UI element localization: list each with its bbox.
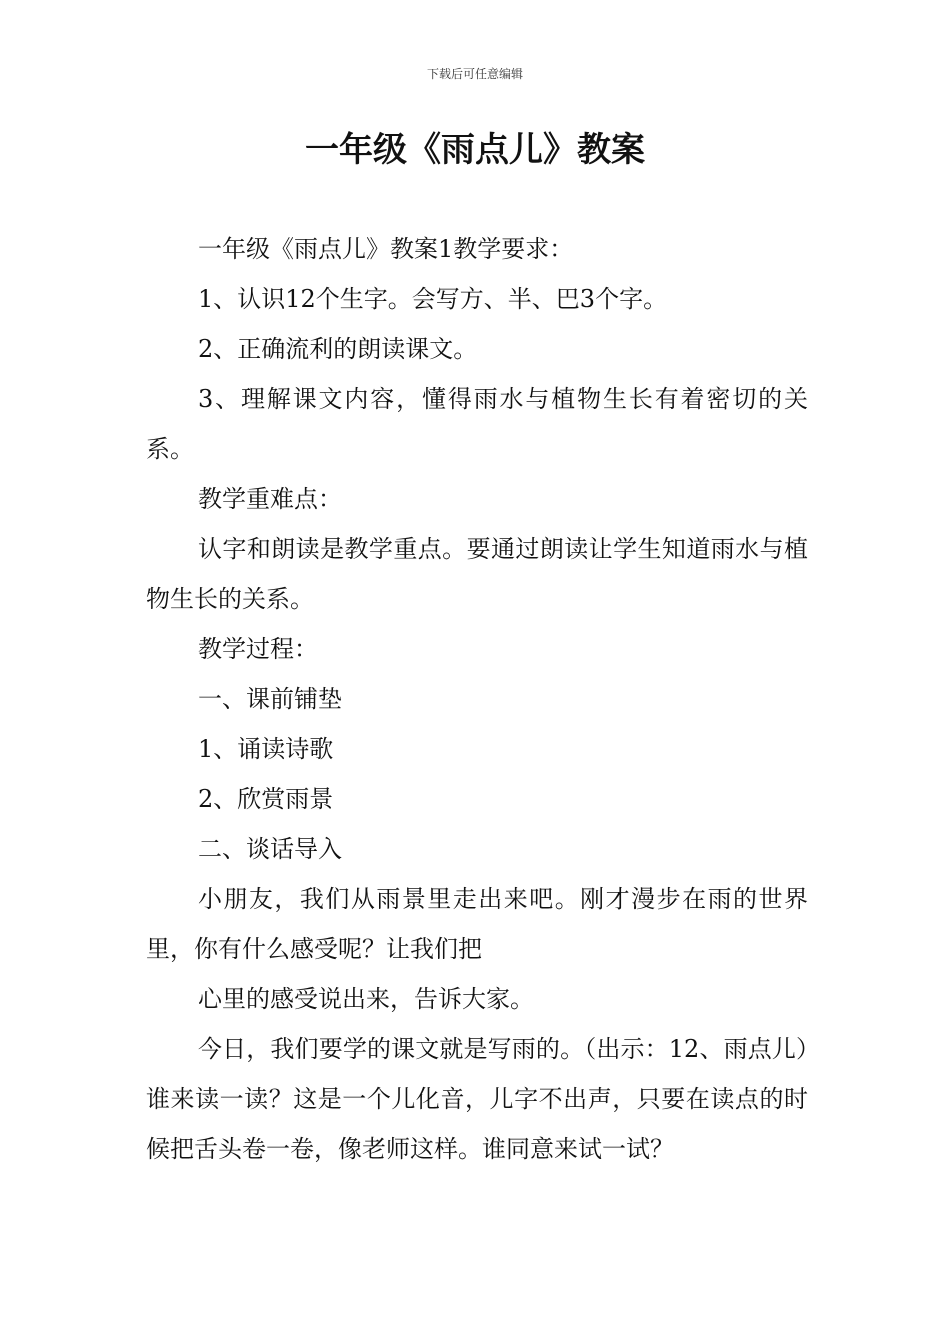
- page-header-note: 下载后可任意编辑: [426, 67, 523, 81]
- paragraph-section-2: 二、谈话导入: [198, 835, 342, 863]
- paragraph-requirements-heading: 一年级《雨点儿》教案1教学要求：: [198, 235, 574, 263]
- paragraph-section-1: 一、课前铺垫: [198, 685, 342, 713]
- paragraph-requirement-3: 3、理解课文内容，懂得雨水与植物生长有着密切的关系。: [146, 385, 808, 463]
- paragraph-dialogue-1: 小朋友，我们从雨景里走出来吧。刚才漫步在雨的世界里，你有什么感受呢？让我们把: [146, 885, 808, 963]
- document-body: [146, 224, 808, 1174]
- paragraph-requirement-1: 1、认识12个生字。会写方、半、巴3个字。: [198, 285, 668, 313]
- paragraph-dialogue-2: 心里的感受说出来，告诉大家。: [198, 985, 534, 1013]
- paragraph-step-1: 1、诵读诗歌: [198, 735, 334, 763]
- paragraph-key-points: 认字和朗读是教学重点。要通过朗读让学生知道雨水与植物生长的关系。: [146, 535, 808, 613]
- paragraph-dialogue-3: 今日，我们要学的课文就是写雨的。（出示：12、雨点儿）谁来读一读？这是一个儿化音，儿字不出声，只要在读点的时候把舌头卷一卷，像老师这样。谁同意来试一试？: [146, 1035, 808, 1163]
- paragraph-key-points-heading: 教学重难点：: [198, 485, 342, 513]
- paragraph-process-heading: 教学过程：: [198, 635, 318, 663]
- document-title: 一年级《雨点儿》教案: [305, 130, 645, 170]
- paragraph-step-2: 2、欣赏雨景: [198, 785, 334, 813]
- paragraph-requirement-2: 2、正确流利的朗读课文。: [198, 335, 478, 363]
